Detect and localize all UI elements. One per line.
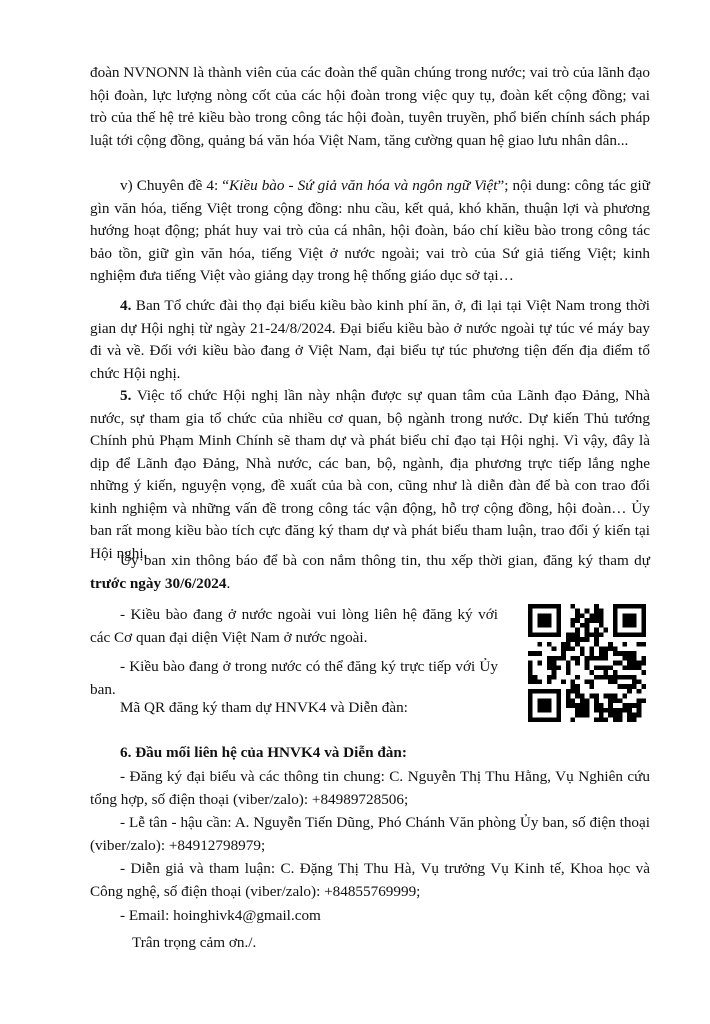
closing-line: Trân trọng cảm ơn./. [132, 934, 257, 951]
abroad-registration-note: - Kiều bào đang ở nước ngoài vui lòng liên hệ đăng ký với các Cơ quan đại diện Việt Nam ở nước ngoài. [90, 606, 498, 646]
contact-delegates: - Đăng ký đại biểu và các thông tin chung: C. Nguyễn Thị Thu Hằng, Vụ Nghiên cứu tổng hợp, số điện thoại (viber/zalo): +84989728506; [90, 768, 650, 808]
topic-4-paragraph [90, 175, 650, 288]
item-4-paragraph [90, 295, 650, 385]
registration-deadline: trước ngày 30/6/2024 [90, 574, 227, 592]
contact-speakers: - Diễn giả và tham luận: C. Đặng Thị Thu Hà, Vụ trưởng Vụ Kinh tế, Khoa học và Công nghệ, số điện thoại (viber/zalo): +84855769999; [90, 860, 650, 900]
topic-4-prefix: v) Chuyên đề 4: “ [120, 177, 229, 194]
item-4-number: 4. [120, 297, 132, 314]
item-6-paragraph [90, 742, 650, 765]
qr-code-label: Mã QR đăng ký tham dự HNVK4 và Diễn đàn: [120, 699, 408, 716]
item-6-number: 6. [120, 744, 132, 761]
registration-qr-code[interactable] [528, 604, 646, 722]
intro-paragraph: đoàn NVNONN là thành viên của các đoàn thể quần chúng trong nước; vai trò của lãnh đạo hội đoàn, lực lượng nòng cốt của các hội đoàn trong việc quy tụ, đoàn kết cộng đồng; vai trò của thế hệ trẻ kiều bào trong công tác hội đoàn, tuyên truyền, phổ biến chính sách pháp luật tới cộng đồng, quảng bá văn hóa Việt Nam, tăng cường quan hệ giao lưu nhân dân... [90, 64, 650, 149]
contact-email: - Email: hoinghivk4@gmail.com [120, 907, 321, 924]
registration-notice [90, 550, 650, 595]
item-5-text: Việc tổ chức Hội nghị lần này nhận được sự quan tâm của Lãnh đạo Đảng, Nhà nước, sự tham gia tổ chức của nhiều cơ quan, bộ ngành trong nước. Dự kiến Thủ tướng Chính phủ Phạm Minh Chính sẽ tham dự và phát biểu chỉ đạo tại Hội nghị. Vì vậy, đây là dịp để Lãnh đạo Đảng, Nhà nước, các ban, bộ, ngành, địa phương trực tiếp lắng nghe những ý kiến, nguyện vọng, đề xuất của bà con, cũng như là diễn đàn để bà con trao đổi kinh nghiệm và những vấn đề trong công tác vận động, hỗ trợ cộng đồng, hội đoàn… Ủy ban rất mong kiều bào tích cực đăng ký tham dự và phát biểu tham luận, trao đổi ý kiến tại Hội nghị. [90, 387, 650, 562]
topic-4-title: Kiều bào - Sứ giả văn hóa và ngôn ngữ Việt [228, 177, 498, 194]
item-5-paragraph [90, 385, 650, 565]
registration-notice-text: Ủy ban xin thông báo để bà con nắm thông tin, thu xếp thời gian, đăng ký tham dự [120, 552, 650, 569]
item-5-number: 5. [120, 387, 132, 404]
item-4-text: Ban Tổ chức đài thọ đại biểu kiều bào kinh phí ăn, ở, đi lại tại Việt Nam trong thời gian dự Hội nghị từ ngày 21-24/8/2024. Đại biểu kiều bào ở nước ngoài tự túc vé máy bay đi và về. Đối với kiều bào đang ở Việt Nam, đại biểu tự túc phương tiện đến địa điểm tổ chức Hội nghị. [90, 297, 650, 382]
topic-4-content: ”; nội dung: công tác giữ gìn văn hóa, tiếng Việt trong cộng đồng: nhu cầu, kết quả, khó khăn, thuận lợi và phương hướng hoạt động; phát huy vai trò của cá nhân, hội đoàn, báo chí kiều bào trong công tác bảo tồn, giữ gìn văn hóa, tiếng Việt ở nước ngoài; vai trò của Sứ giả tiếng Việt; kinh nghiệm đưa tiếng Việt vào giảng dạy trong hệ thống giáo dục sở tại… [90, 177, 650, 284]
registration-notice-end: . [226, 574, 231, 592]
domestic-registration-note: - Kiều bào đang ở trong nước có thể đăng ký trực tiếp với Ủy ban. [90, 658, 498, 698]
contact-logistics: - Lễ tân - hậu cần: A. Nguyễn Tiến Dũng, Phó Chánh Văn phòng Ủy ban, số điện thoại (viber/zalo): +84912798979; [90, 814, 650, 854]
item-6-heading: Đầu mối liên hệ của HNVK4 và Diễn đàn: [131, 744, 407, 761]
